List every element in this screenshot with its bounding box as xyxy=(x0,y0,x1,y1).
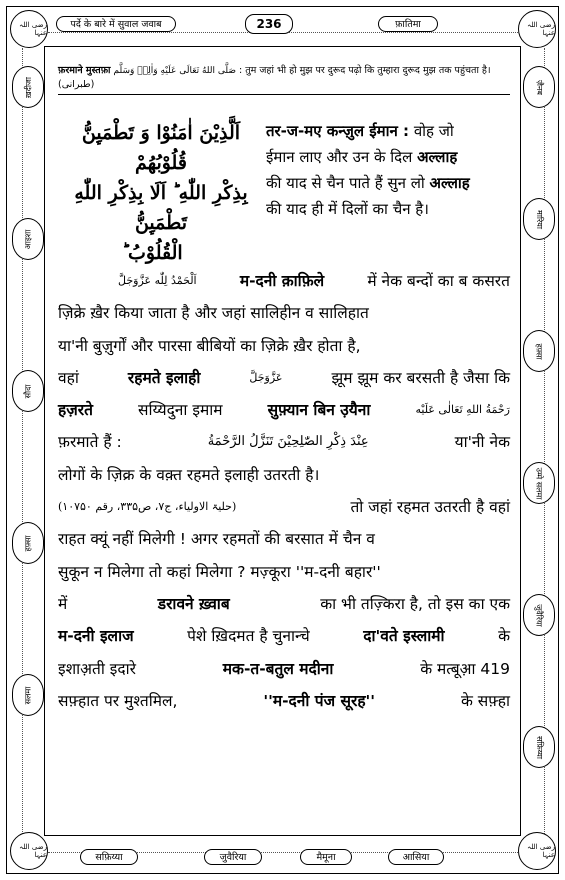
side-medallion-right: ज़ैनब xyxy=(523,66,555,108)
side-medallion-right: हफ़्सा xyxy=(523,330,555,372)
side-medallion-left: आइशा xyxy=(12,218,44,260)
corner-medallion-top-right: رضی اللہ عنہا xyxy=(518,10,556,48)
corner-medallion-top-left: رضی اللہ عنہا xyxy=(10,10,48,48)
body-text-line: झूम झूम कर बरसती है जैसा कि xyxy=(331,368,510,387)
body-text-line: ज़िक्रे ख़ैर किया जाता है और जहां सालिहीन व सालिहात xyxy=(58,304,369,323)
body-text-line: के xyxy=(498,627,510,646)
left-vine-decoration xyxy=(22,48,35,838)
body-text-line: फ़रमाते हैं : xyxy=(58,433,122,452)
verse-line-2: بِذِكْرِ اللّٰهِ ؕ اَلَا بِذِكْرِ اللّٰهِ تَطْمَىِٕنُّ xyxy=(74,182,248,234)
body-term-sufyan: सुफ़्यान बिन उ़यैना xyxy=(267,401,371,420)
body-term-darawne-khwab: डरावने ख़्वाब xyxy=(157,594,230,613)
quran-verse xyxy=(62,118,260,264)
body-text-line: लोगों के ज़िक्र के वक़्त रहमते इलाही उतरती है। xyxy=(58,465,320,484)
body-term-maktaba-madina: मक-त-बतुल मदीना xyxy=(222,659,334,678)
verse-translation xyxy=(266,118,510,222)
body-term-panj-surah: ''म-दनी पंज सूरह'' xyxy=(263,691,376,710)
translation-line-3: की याद से चैन पाते हैं सुन लो xyxy=(266,174,430,192)
body-text-line: में नेक बन्दों का ब कसरत xyxy=(367,272,510,290)
hadith-text: : तुम जहां भी हो मुझ पर दुरूद पढ़ो कि तुम्हारा दुरूद मुझ तक पहुंचता है। (طبرانی) xyxy=(58,65,491,90)
side-medallion-right: सफ़िय्या xyxy=(523,726,555,768)
body-text-line: का भी तज़्किरा है, तो इस का एक xyxy=(320,594,510,613)
page-number: 236 xyxy=(245,14,293,34)
translation-line-4: की याद ही में दिलों का चैन है। xyxy=(266,200,429,218)
hadith-divider xyxy=(58,94,510,95)
header-name-tab: फ़ातिमा xyxy=(378,16,438,32)
body-text-line: तो जहां रहमत उतरती है वहां xyxy=(350,498,510,517)
body-arabic-quote: عِنْدَ ذِكْرِ الصّٰلِحِيْنَ تَنَزَّلُ الرَّحْمَةُ xyxy=(207,434,369,450)
side-medallion-left: सलमा xyxy=(12,674,44,716)
body-term-rahmate-ilahi: रहमते इलाही xyxy=(127,368,201,387)
translation-line-2: ईमान लाए और उन के दिल xyxy=(266,148,418,166)
translation-allah-2: अल्लाह xyxy=(429,174,470,192)
translation-allah-1: अल्लाह xyxy=(417,148,458,166)
body-term-madani-ilaj: म-दनी इलाज xyxy=(58,627,134,646)
side-medallion-right: उम्मे सलमा xyxy=(523,462,555,504)
body-text-line: या'नी नेक xyxy=(454,433,510,452)
body-arabic-citation: (حلیۃ الاولیاء، ج۷، ص۳۳۵، رقم ۱۰۷۵۰) xyxy=(58,500,237,514)
translation-line-1: वोह जो xyxy=(413,122,454,140)
body-text-line: सय्यिदुना इमाम xyxy=(138,401,223,420)
body-term-madani-qafila: म-दनी क़ाफ़िले xyxy=(239,272,325,290)
footer-tab-2: जुवैरिया xyxy=(204,849,262,865)
body-text-line: के मत्बूआ़ 419 xyxy=(420,659,510,678)
body-term-dawat-e-islami: दा'वते इस्लामी xyxy=(363,627,445,646)
body-text-line: के सफ़्हा xyxy=(460,691,510,710)
running-header-title: पर्दे के बारे में सुवाल जवाब xyxy=(56,16,176,32)
footer-tab-4: आसिया xyxy=(388,849,444,865)
verse-line-1: اَلَّذِیْنَ اٰمَنُوْا وَ تَطْمَىِٕنُّ قُلُوْبُهُمْ xyxy=(81,122,241,174)
body-text-line: राहत क्यूं नहीं मिलेगी ! अगर रहमतों की बरसात में चैन व xyxy=(58,530,375,549)
hadith-header xyxy=(58,64,510,91)
translation-label: तर-ज-मए कन्ज़ुल ईमान : xyxy=(266,122,410,140)
body-text-line: इशाअ़ती इदारे xyxy=(58,659,136,678)
body-arabic-rahmatullah: رَحْمَةُ اللهِ تَعَالٰی عَلَیْه xyxy=(415,403,510,417)
right-vine-decoration xyxy=(532,48,545,838)
side-medallion-right: जुवैरिया xyxy=(523,594,555,636)
corner-medallion-bottom-right: رضی اللہ عنہا xyxy=(518,832,556,870)
body-text-line: या'नी बुज़ुर्गों और पारसा बीबियों का ज़िक्रे ख़ैर होता है, xyxy=(58,336,361,355)
hadith-label: फ़रमाने मुस्तफ़ा xyxy=(58,65,111,76)
corner-medallion-bottom-left: رضی اللہ عنہا xyxy=(10,832,48,870)
body-text xyxy=(58,265,510,717)
body-arabic-azza-wa-jal: عَزَّوَجَلَّ xyxy=(249,370,283,384)
body-arabic-hamd: اَلْحَمْدُ لِلّٰه عَزَّوَجَلَّ xyxy=(118,274,197,287)
footer-tab-1: सफ़िय्या xyxy=(80,849,138,865)
footer-tab-3: मैमूना xyxy=(300,849,352,865)
verse-line-3: الْقُلُوْبُ ؕ xyxy=(122,242,183,264)
hadith-arabic-salutation: صَلَّى اللهُ تَعَالَى عَلَيْهِ وَاٰلِهٖ وَسَلَّم xyxy=(113,66,236,76)
body-term-hazrat: हज़रते xyxy=(58,401,93,420)
body-text-line: सुकून न मिलेगा तो कहां मिलेगा ? मज़्कूरा ''म-दनी बहार'' xyxy=(58,562,381,581)
body-text-line: वहां xyxy=(58,368,79,387)
body-text-line: में xyxy=(58,594,68,613)
body-text-line: सफ़्हात पर मुश्तमिल, xyxy=(58,691,178,710)
side-medallion-left: सौदा xyxy=(12,370,44,412)
side-medallion-left: ख़दीजा xyxy=(12,66,44,108)
body-text-line: पेशे ख़िदमत है चुनान्चे xyxy=(187,627,310,646)
side-medallion-left: हफ़्सा xyxy=(12,522,44,564)
side-medallion-right: मारिया xyxy=(523,198,555,240)
